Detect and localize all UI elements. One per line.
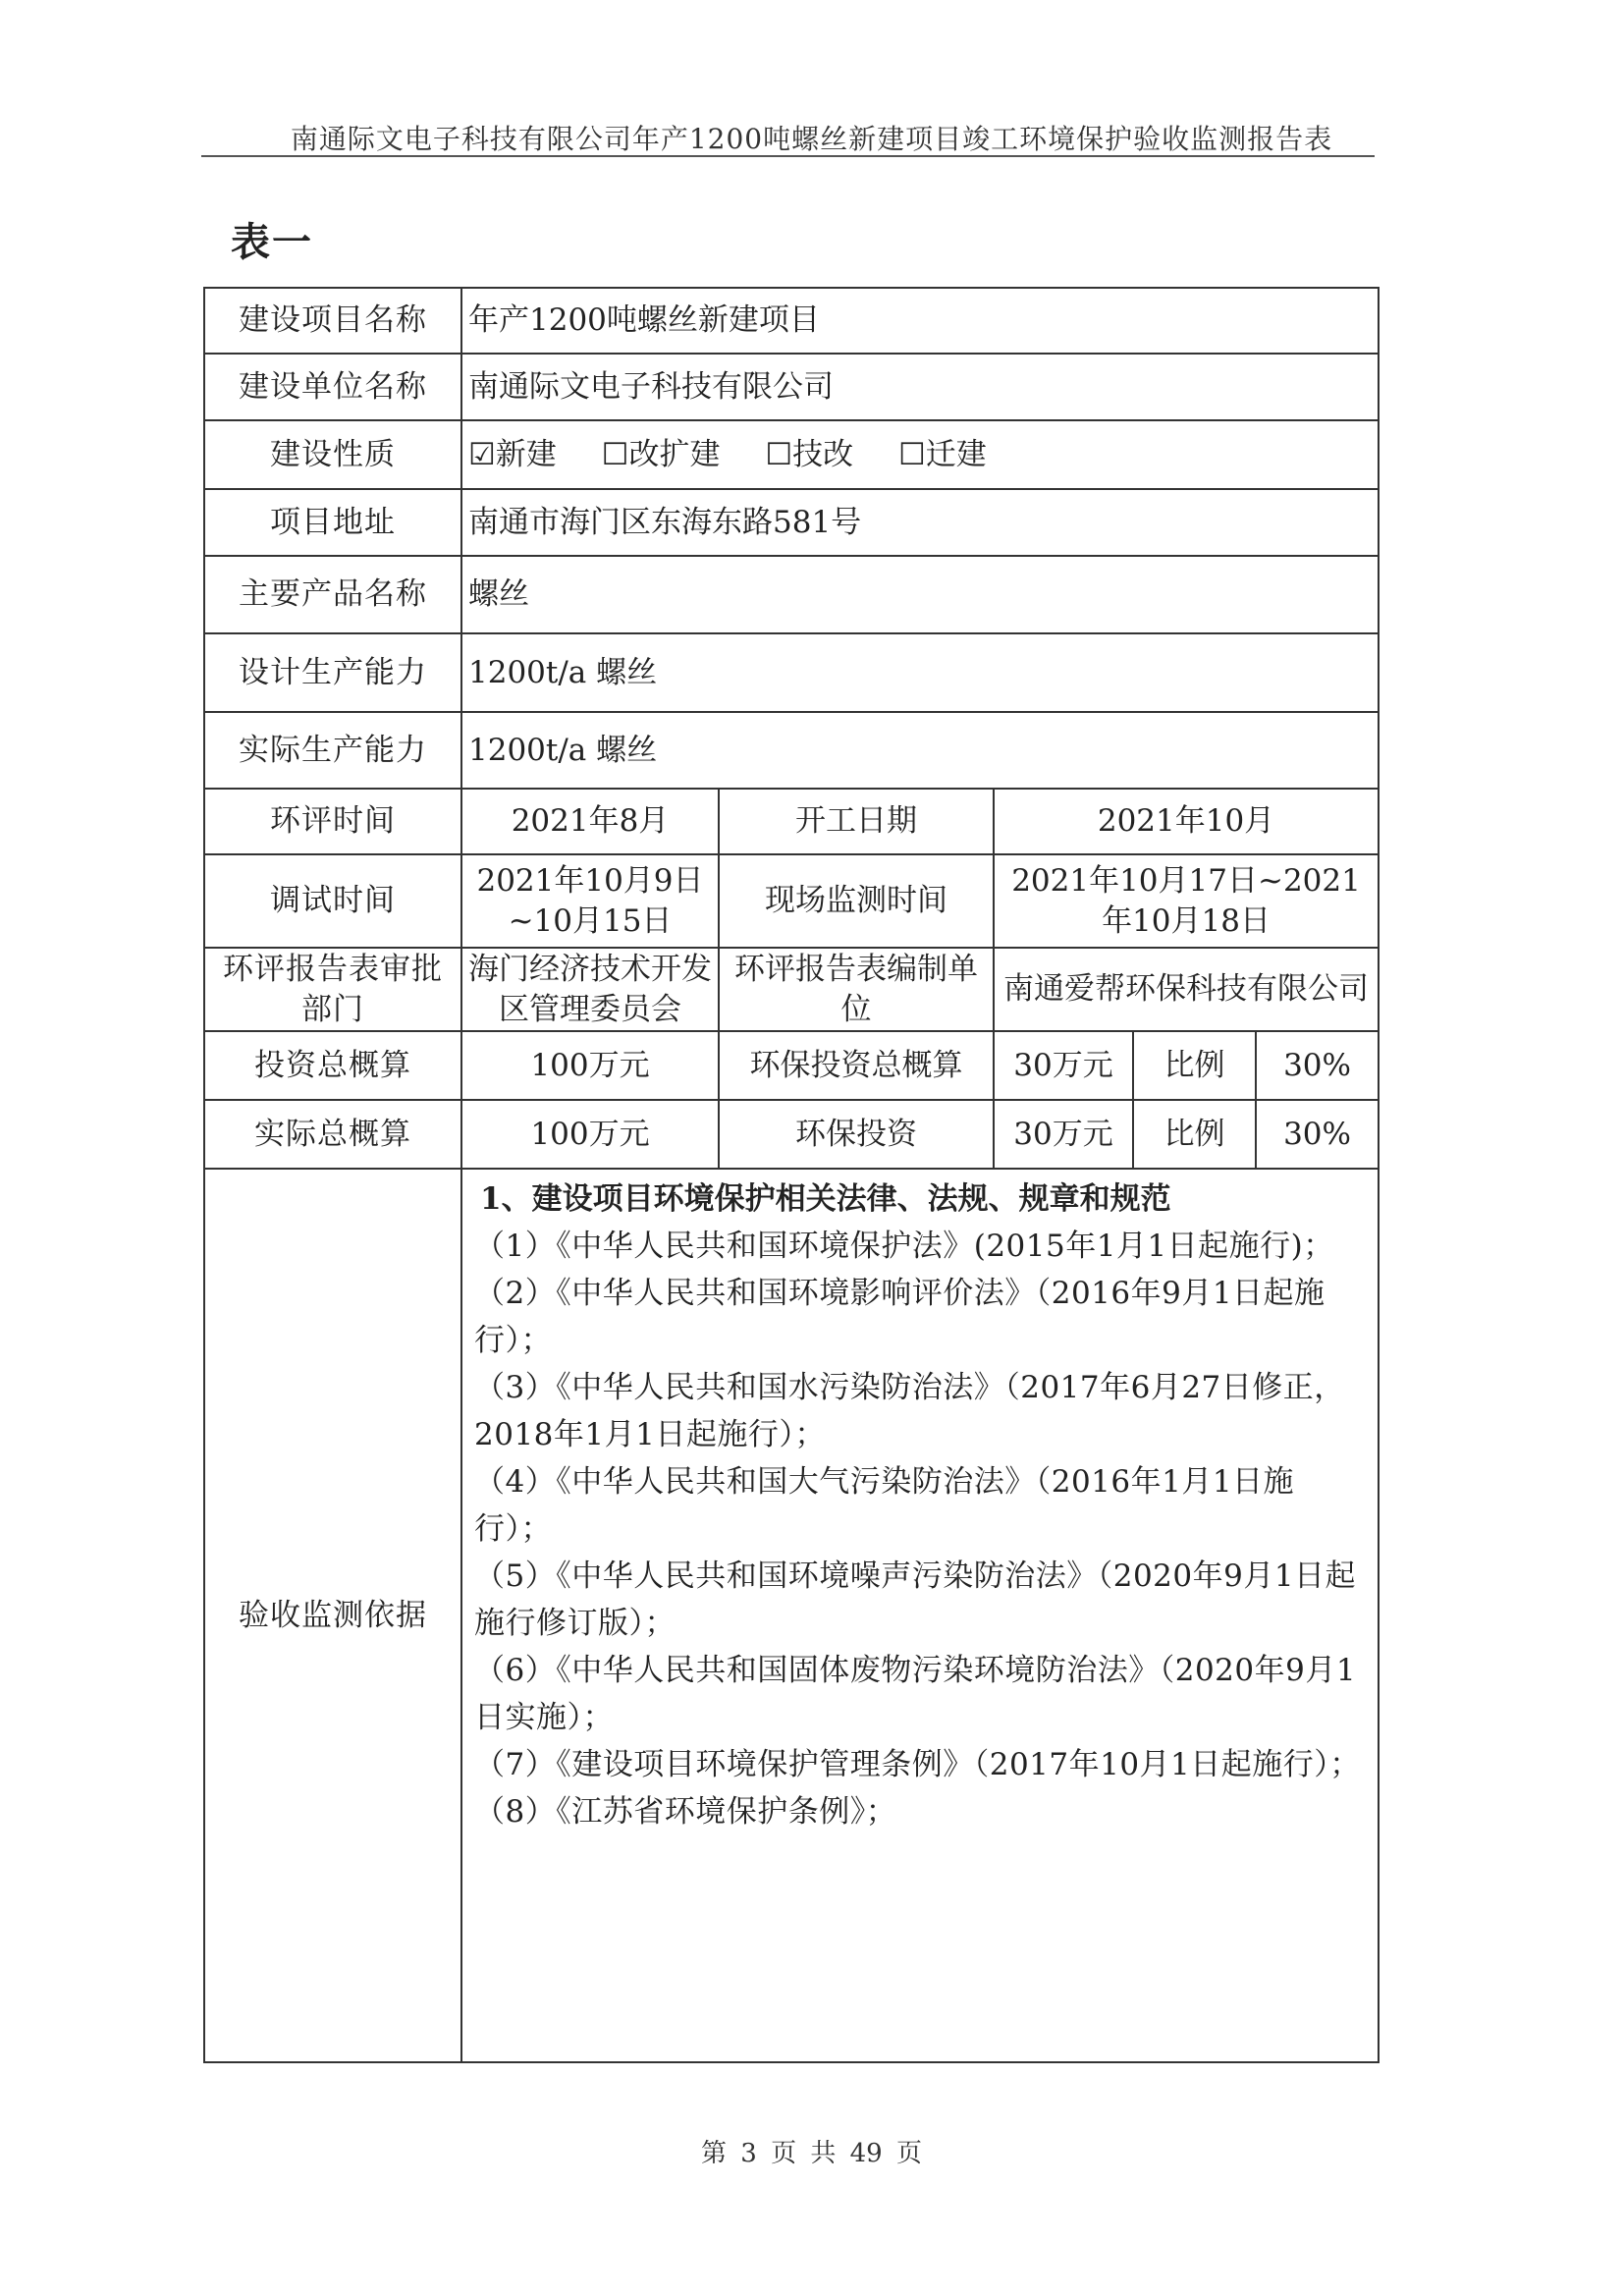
- nature-options: [461, 420, 1379, 489]
- company-name-value: 南通际文电子科技有限公司: [461, 354, 1379, 420]
- basis-item: （6）《中华人民共和国固体废物污染环境防治法》（2020年9月1日实施）；: [474, 1653, 1357, 1735]
- compile-unit-value: 南通爱帮环保科技有限公司: [994, 948, 1379, 1031]
- basis-item: （7）《建设项目环境保护管理条例》（2017年10月1日起施行）；: [474, 1747, 1361, 1782]
- table-row: [204, 354, 1379, 420]
- table-row: [204, 633, 1379, 712]
- table-row: [204, 420, 1379, 489]
- actual-capacity-value: 1200t/a 螺丝: [461, 712, 1379, 789]
- ratio-value: 30%: [1256, 1031, 1379, 1100]
- product-label: 主要产品名称: [204, 556, 461, 633]
- basis-content: [461, 1169, 1379, 2062]
- table-row: [204, 1100, 1379, 1169]
- basis-item: （4）《中华人民共和国大气污染防治法》（2016年1月1日施行）；: [474, 1464, 1295, 1547]
- env-invest-total-value: 30万元: [994, 1031, 1133, 1100]
- table-row: [204, 1169, 1379, 2062]
- header-divider: [201, 155, 1375, 157]
- basis-label: 验收监测依据: [204, 1169, 461, 2062]
- nature-option-expand: ☐改扩建: [601, 436, 721, 472]
- nature-option-relocate: ☐迁建: [897, 436, 987, 472]
- basis-item: （3）《中华人民共和国水污染防治法》（2017年6月27日修正，2018年1月1日起施行）；: [474, 1370, 1345, 1452]
- debug-time-value: 2021年10月9日~10月15日: [461, 854, 719, 948]
- basis-heading: 1、建设项目环境保护相关法律、法规、规章和规范: [480, 1181, 1171, 1217]
- ratio-label: 比例: [1133, 1100, 1256, 1169]
- invest-total-label: 投资总概算: [204, 1031, 461, 1100]
- start-date-value: 2021年10月: [994, 789, 1379, 854]
- design-capacity-value: 1200t/a 螺丝: [461, 633, 1379, 712]
- project-info-table: [203, 287, 1380, 2063]
- project-name-label: 建设项目名称: [204, 288, 461, 354]
- section-title: 表一: [231, 219, 313, 265]
- nature-option-new: ☑新建: [468, 436, 557, 472]
- invest-total-value: 100万元: [461, 1031, 719, 1100]
- page-header: 南通际文电子科技有限公司年产1200吨螺丝新建项目竣工环境保护验收监测报告表: [290, 123, 1333, 155]
- table-row: [204, 789, 1379, 854]
- env-invest-label: 环保投资: [719, 1100, 994, 1169]
- table-row: [204, 712, 1379, 789]
- compile-unit-label: 环评报告表编制单位: [719, 948, 994, 1031]
- address-label: 项目地址: [204, 489, 461, 556]
- basis-item: （2）《中华人民共和国环境影响评价法》（2016年9月1日起施行）；: [474, 1276, 1325, 1358]
- page-number: 第 3 页 共 49 页: [701, 2139, 922, 2168]
- table-row: [204, 948, 1379, 1031]
- actual-total-label: 实际总概算: [204, 1100, 461, 1169]
- approval-dept-value: 海门经济技术开发区管理委员会: [461, 948, 719, 1031]
- ratio-value: 30%: [1256, 1100, 1379, 1169]
- basis-item: （1）《中华人民共和国环境保护法》(2015年1月1日起施行)；: [474, 1229, 1334, 1264]
- debug-time-label: 调试时间: [204, 854, 461, 948]
- ratio-label: 比例: [1133, 1031, 1256, 1100]
- table-row: [204, 1031, 1379, 1100]
- table-row: [204, 556, 1379, 633]
- monitor-time-label: 现场监测时间: [719, 854, 994, 948]
- address-value: 南通市海门区东海东路581号: [461, 489, 1379, 556]
- actual-capacity-label: 实际生产能力: [204, 712, 461, 789]
- nature-label: 建设性质: [204, 420, 461, 489]
- start-date-label: 开工日期: [719, 789, 994, 854]
- eia-time-label: 环评时间: [204, 789, 461, 854]
- company-name-label: 建设单位名称: [204, 354, 461, 420]
- approval-dept-label: 环评报告表审批部门: [204, 948, 461, 1031]
- project-name-value: 年产1200吨螺丝新建项目: [461, 288, 1379, 354]
- basis-item: （8）《江苏省环境保护条例》；: [474, 1794, 897, 1830]
- eia-time-value: 2021年8月: [461, 789, 719, 854]
- table-row: [204, 854, 1379, 948]
- monitor-time-value: 2021年10月17日~2021年10月18日: [994, 854, 1379, 948]
- env-invest-value: 30万元: [994, 1100, 1133, 1169]
- actual-total-value: 100万元: [461, 1100, 719, 1169]
- table-row: [204, 288, 1379, 354]
- env-invest-total-label: 环保投资总概算: [719, 1031, 994, 1100]
- design-capacity-label: 设计生产能力: [204, 633, 461, 712]
- basis-item: （5）《中华人民共和国环境噪声污染防治法》（2020年9月1日起施行修订版）；: [474, 1558, 1357, 1641]
- table-row: [204, 489, 1379, 556]
- product-value: 螺丝: [461, 556, 1379, 633]
- nature-option-tech: ☐技改: [765, 436, 854, 472]
